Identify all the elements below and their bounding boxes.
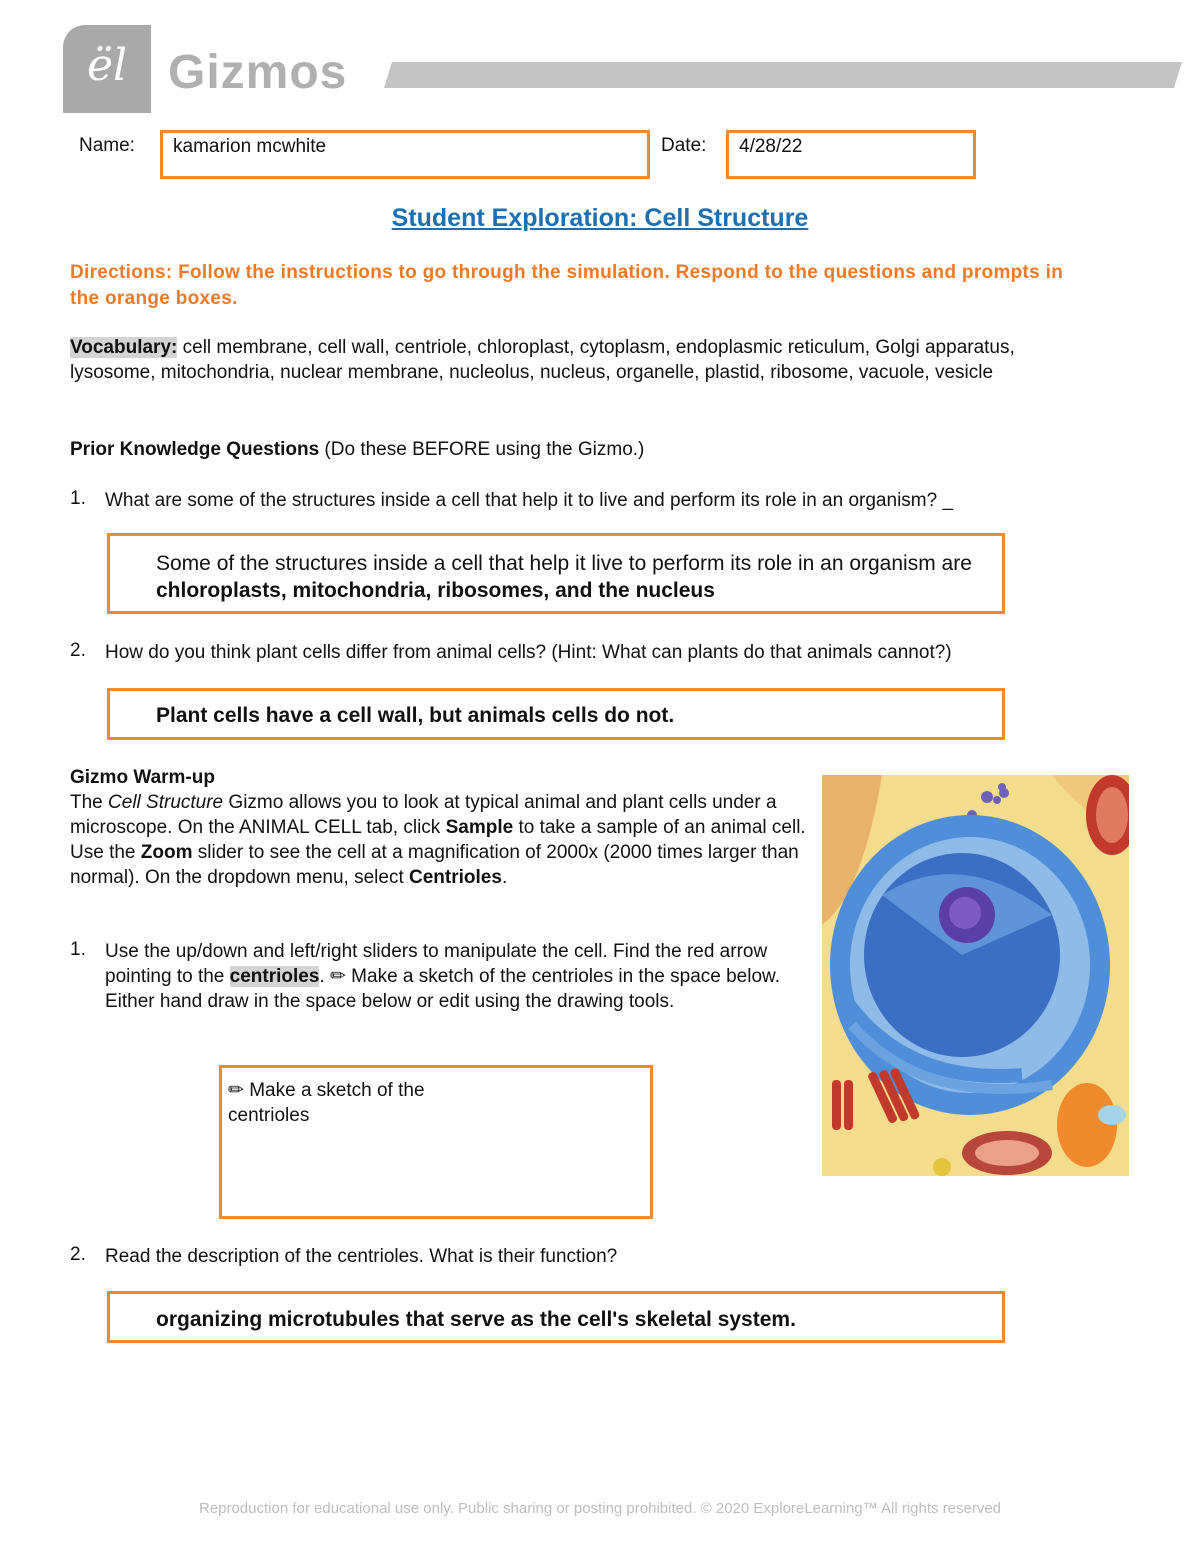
prior-knowledge-heading: Prior Knowledge Questions	[70, 439, 320, 460]
sketch-box[interactable]: ✏ Make a sketch of the centrioles	[219, 1065, 653, 1219]
warmup-zoom-term: Zoom	[140, 842, 193, 863]
pk-q2-number: 2.	[70, 640, 86, 661]
vocabulary-label: Vocabulary:	[70, 337, 178, 358]
wu-q2-answer-box[interactable]: organizing microtubules that serve as the cell's skeletal system.	[107, 1291, 1005, 1343]
warmup-text-3: to take a sample of an animal cell. Use the	[70, 817, 806, 863]
wu-q1-centrioles-term: centrioles	[229, 966, 320, 987]
date-label: Date:	[661, 135, 707, 156]
name-label: Name:	[79, 135, 135, 156]
pk-q2-text: How do you think plant cells differ from animal cells? (Hint: What can plants do that animals cannot?)	[105, 642, 952, 663]
name-field[interactable]: kamarion mcwhite	[160, 130, 650, 179]
wu-q1-text-2: . ✏ Make a sketch of the centrioles in the space below. Either hand draw in the space below or edit using the drawing tools.	[105, 966, 780, 1012]
pk-q2-answer-box[interactable]: Plant cells have a cell wall, but animals cells do not.	[107, 688, 1005, 740]
pk-q1-number: 1.	[70, 488, 86, 509]
date-field[interactable]: 4/28/22	[726, 130, 976, 179]
warmup-heading: Gizmo Warm-up	[70, 767, 215, 788]
warmup-centrioles-term: Centrioles	[409, 867, 502, 888]
warmup-text-1: The	[70, 792, 109, 813]
page-title: Student Exploration: Cell Structure	[391, 204, 809, 232]
warmup-text-5: .	[501, 867, 508, 888]
footer-copyright: Reproduction for educational use only. Public sharing or posting prohibited. © 2020 ExploreLearning™ All rights reserved	[198, 1500, 1002, 1517]
warmup-paragraph	[70, 765, 810, 890]
wu-q1-text	[105, 939, 795, 1014]
warmup-gizmo-name: Cell Structure	[108, 792, 224, 813]
warmup-text-4: slider to see the cell at a magnification of 2000x (2000 times larger than normal). On the dropdown menu, select	[70, 842, 799, 888]
wu-q2-text: Read the description of the centrioles. What is their function?	[105, 1246, 618, 1267]
directions-text: Directions: Follow the instructions to go through the simulation. Respond to the questions and prompts in the orange boxes.	[70, 262, 1064, 309]
animal-cell-illustration	[822, 775, 1129, 1176]
wu-q1-text-1: Use the up/down and left/right sliders to manipulate the cell. Find the red arrow pointing to the	[105, 941, 768, 987]
header-banner-stripe	[384, 62, 1182, 88]
wu-q2-number: 2.	[70, 1244, 86, 1265]
prior-knowledge-heading-line	[70, 437, 1070, 462]
gizmos-logo-text: Gizmos	[168, 46, 348, 99]
prior-knowledge-note: (Do these BEFORE using the Gizmo.)	[319, 439, 645, 460]
vocabulary-text: cell membrane, cell wall, centriole, chloroplast, cytoplasm, endoplasmic reticulum, Golgi apparatus, lysosome, mitochondria, nuclear membrane, nucleolus, nucleus, organelle, plastid, ribosome, vacuole, vesicle	[70, 337, 1015, 383]
gizmos-logo-glyph: ël	[86, 40, 128, 91]
vocabulary-paragraph	[70, 335, 1070, 385]
pk-q1-text: What are some of the structures inside a cell that help it to live and perform its role in an organism? _	[105, 490, 954, 511]
pk-q1-answer-bold: chloroplasts, mitochondria, ribosomes, and the nucleus	[156, 579, 715, 602]
pk-q1-answer-box[interactable]	[107, 533, 1005, 614]
pk-q1-answer-plain: Some of the structures inside a cell that help it live to perform its role in an organism are	[156, 552, 972, 575]
warmup-sample-term: Sample	[445, 817, 514, 838]
warmup-text-2: Gizmo allows you to look at typical animal and plant cells under a microscope. On the ANIMAL CELL tab, click	[70, 792, 777, 838]
wu-q1-number: 1.	[70, 939, 86, 960]
